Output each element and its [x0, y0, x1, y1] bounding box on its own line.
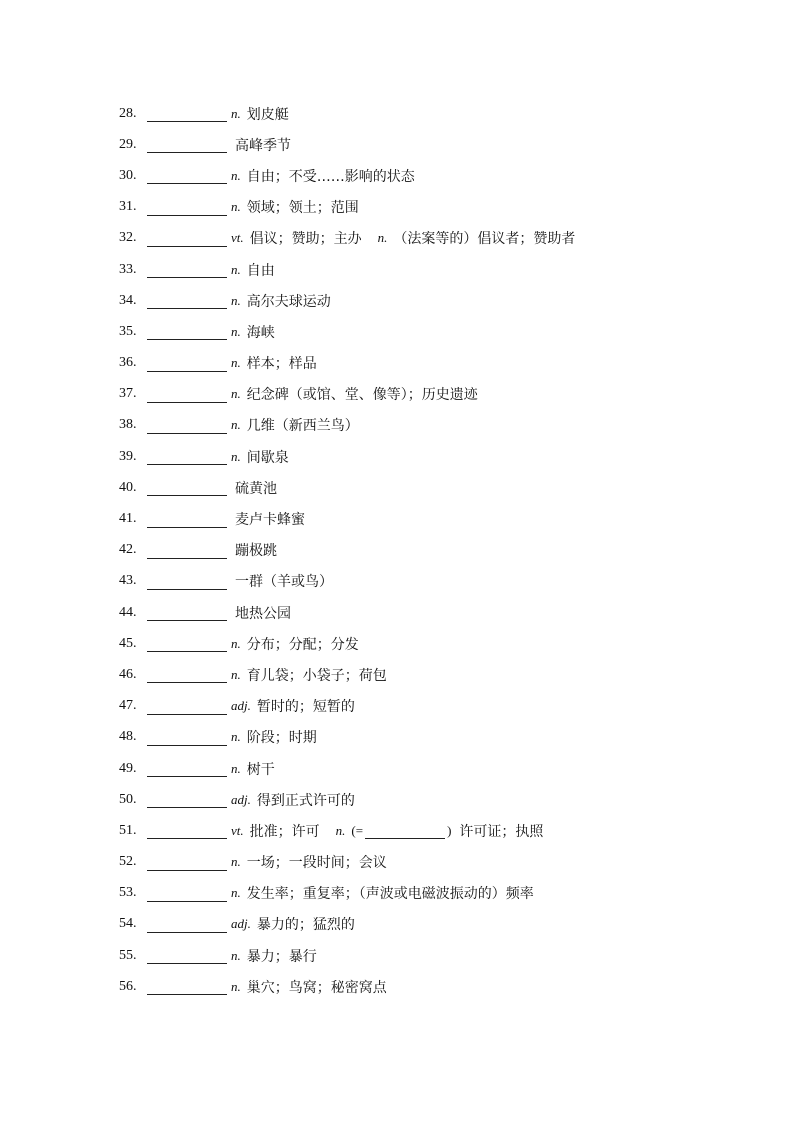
- chinese-meaning: 批准；许可: [249, 823, 320, 840]
- chinese-meaning: 育儿袋；小袋子；荷包: [246, 667, 387, 684]
- list-item: [119, 691, 759, 722]
- answer-blank[interactable]: [147, 947, 227, 964]
- chinese-meaning: 蹦极跳: [235, 543, 277, 560]
- part-of-speech: n.: [231, 760, 241, 776]
- list-item: [119, 784, 759, 815]
- chinese-meaning: 高尔夫球运动: [246, 293, 331, 310]
- chinese-meaning: 暴力；暴行: [246, 948, 317, 965]
- chinese-meaning: 树干: [246, 761, 275, 778]
- part-of-speech: vt.: [231, 230, 244, 246]
- list-item: [119, 348, 759, 379]
- item-number: 52.: [119, 854, 137, 870]
- part-of-speech: adj.: [231, 916, 251, 932]
- answer-blank[interactable]: [147, 511, 227, 528]
- item-number: 54.: [119, 916, 137, 932]
- item-number: 32.: [119, 230, 137, 246]
- part-of-speech: n.: [231, 105, 241, 121]
- item-number: 55.: [119, 947, 137, 963]
- list-item: [119, 878, 759, 909]
- chinese-meaning: 样本；样品: [246, 356, 317, 373]
- answer-blank[interactable]: [147, 261, 227, 278]
- equals-close: ): [447, 822, 452, 838]
- answer-blank[interactable]: [147, 292, 227, 309]
- chinese-meaning: 暂时的；短暂的: [256, 699, 355, 716]
- list-item: [119, 410, 759, 441]
- list-item: [119, 753, 759, 784]
- item-number: 39.: [119, 448, 137, 464]
- item-number: 46.: [119, 666, 137, 682]
- chinese-meaning: 得到正式许可的: [256, 792, 355, 809]
- answer-blank[interactable]: [147, 105, 227, 122]
- item-number: 35.: [119, 323, 137, 339]
- answer-blank[interactable]: [147, 666, 227, 683]
- list-item: [119, 940, 759, 971]
- answer-blank[interactable]: [147, 791, 227, 808]
- list-item: [119, 285, 759, 316]
- answer-blank[interactable]: [147, 885, 227, 902]
- item-number: 51.: [119, 822, 137, 838]
- part-of-speech: adj.: [231, 698, 251, 714]
- answer-blank[interactable]: [147, 230, 227, 247]
- list-item: [119, 254, 759, 285]
- answer-blank[interactable]: [147, 729, 227, 746]
- chinese-meaning: 倡议；赞助；主办: [249, 231, 362, 248]
- chinese-meaning: 高峰季节: [235, 137, 291, 154]
- chinese-meaning: 巢穴；鸟窝；秘密窝点: [246, 979, 387, 996]
- item-number: 43.: [119, 573, 137, 589]
- answer-blank[interactable]: [147, 386, 227, 403]
- list-item: [119, 441, 759, 472]
- list-item: [119, 722, 759, 753]
- item-number: 37.: [119, 386, 137, 402]
- item-number: 36.: [119, 355, 137, 371]
- answer-blank[interactable]: [147, 635, 227, 652]
- part-of-speech: n.: [231, 947, 241, 963]
- answer-blank[interactable]: [147, 417, 227, 434]
- chinese-meaning: 海峡: [246, 324, 275, 341]
- answer-blank[interactable]: [147, 323, 227, 340]
- part-of-speech: n.: [231, 292, 241, 308]
- answer-blank[interactable]: [147, 479, 227, 496]
- item-number: 56.: [119, 978, 137, 994]
- list-item: [119, 160, 759, 191]
- chinese-meaning: 领域；领土；范围: [246, 200, 359, 217]
- part-of-speech: n.: [231, 635, 241, 651]
- chinese-meaning: 暴力的；猛烈的: [256, 917, 355, 934]
- part-of-speech: n.: [231, 386, 241, 402]
- item-number: 53.: [119, 885, 137, 901]
- vocabulary-list: [119, 98, 759, 1002]
- part-of-speech: vt.: [231, 822, 244, 838]
- chinese-meaning: 几维（新西兰鸟）: [246, 418, 359, 435]
- item-number: 28.: [119, 105, 137, 121]
- chinese-meaning: 一群（羊或鸟）: [235, 574, 333, 591]
- item-number: 48.: [119, 729, 137, 745]
- list-item: [119, 971, 759, 1002]
- second-part-of-speech: n.: [377, 230, 388, 246]
- list-item: [119, 659, 759, 690]
- answer-blank[interactable]: [147, 167, 227, 184]
- list-item: [119, 223, 759, 254]
- chinese-meaning: 地热公园: [235, 605, 291, 622]
- answer-blank[interactable]: [147, 978, 227, 995]
- answer-blank[interactable]: [147, 448, 227, 465]
- list-item: [119, 566, 759, 597]
- answer-blank[interactable]: [147, 854, 227, 871]
- part-of-speech: n.: [231, 199, 241, 215]
- item-number: 31.: [119, 199, 137, 215]
- list-item: [119, 503, 759, 534]
- chinese-meaning: 阶段；时期: [246, 730, 317, 747]
- answer-blank[interactable]: [147, 573, 227, 590]
- item-number: 42.: [119, 542, 137, 558]
- answer-blank[interactable]: [147, 136, 227, 153]
- item-number: 38.: [119, 417, 137, 433]
- answer-blank[interactable]: [147, 542, 227, 559]
- inline-answer-blank[interactable]: [365, 822, 445, 839]
- second-part-of-speech: n.: [335, 822, 346, 838]
- part-of-speech: n.: [231, 323, 241, 339]
- item-number: 44.: [119, 604, 137, 620]
- item-number: 41.: [119, 511, 137, 527]
- part-of-speech: n.: [231, 261, 241, 277]
- chinese-meaning: 纪念碑（或馆、堂、像等）；历史遗迹: [246, 387, 478, 404]
- item-number: 50.: [119, 791, 137, 807]
- second-chinese-meaning: 许可证；执照: [459, 823, 544, 840]
- answer-blank[interactable]: [147, 199, 227, 216]
- part-of-speech: n.: [231, 448, 241, 464]
- list-item: [119, 472, 759, 503]
- item-number: 40.: [119, 479, 137, 495]
- item-number: 49.: [119, 760, 137, 776]
- part-of-speech: n.: [231, 666, 241, 682]
- list-item: [119, 316, 759, 347]
- item-number: 33.: [119, 261, 137, 277]
- answer-blank[interactable]: [147, 698, 227, 715]
- list-item: [119, 98, 759, 129]
- item-number: 45.: [119, 635, 137, 651]
- part-of-speech: n.: [231, 854, 241, 870]
- item-number: 30.: [119, 167, 137, 183]
- chinese-meaning: 划皮艇: [246, 106, 289, 123]
- answer-blank[interactable]: [147, 355, 227, 372]
- list-item: [119, 628, 759, 659]
- second-chinese-meaning: （法案等的）倡议者；赞助者: [393, 231, 576, 248]
- list-item: [119, 909, 759, 940]
- equals-open: (=: [351, 822, 364, 838]
- chinese-meaning: 自由；不受……影响的状态: [246, 168, 415, 185]
- chinese-meaning: 间歇泉: [246, 449, 289, 466]
- part-of-speech: n.: [231, 167, 241, 183]
- part-of-speech: n.: [231, 978, 241, 994]
- chinese-meaning: 分布；分配；分发: [246, 636, 359, 653]
- part-of-speech: adj.: [231, 791, 251, 807]
- part-of-speech: n.: [231, 729, 241, 745]
- chinese-meaning: 麦卢卡蜂蜜: [235, 512, 305, 529]
- list-item: [119, 129, 759, 160]
- item-number: 34.: [119, 292, 137, 308]
- list-item: [119, 379, 759, 410]
- answer-blank[interactable]: [147, 604, 227, 621]
- item-number: 29.: [119, 136, 137, 152]
- part-of-speech: n.: [231, 355, 241, 371]
- list-item: [119, 847, 759, 878]
- part-of-speech: n.: [231, 885, 241, 901]
- list-item: [119, 535, 759, 566]
- chinese-meaning: 自由: [246, 262, 275, 279]
- item-number: 47.: [119, 698, 137, 714]
- list-item: [119, 597, 759, 628]
- answer-blank[interactable]: [147, 760, 227, 777]
- chinese-meaning: 发生率；重复率；（声波或电磁波振动的）频率: [246, 886, 534, 903]
- answer-blank[interactable]: [147, 916, 227, 933]
- answer-blank[interactable]: [147, 822, 227, 839]
- chinese-meaning: 硫黄池: [235, 480, 277, 497]
- list-item: [119, 192, 759, 223]
- chinese-meaning: 一场；一段时间；会议: [246, 855, 387, 872]
- part-of-speech: n.: [231, 417, 241, 433]
- list-item: [119, 815, 759, 846]
